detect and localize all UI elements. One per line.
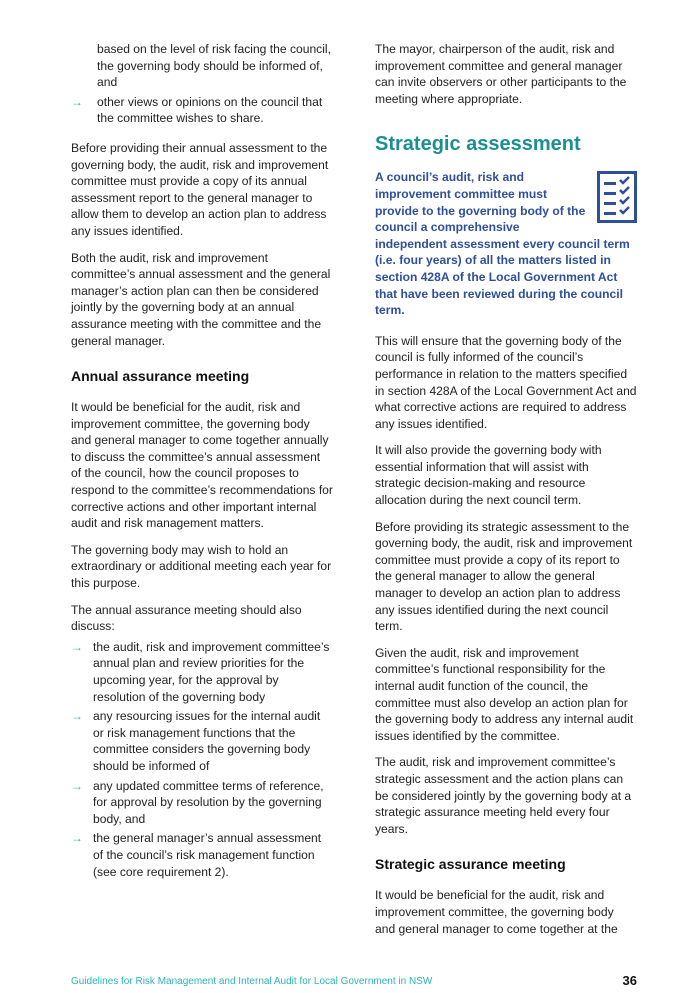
paragraph: Before providing their annual assessment to the governing body, the audit, risk and improvement committee must provide a copy of its annual assessment report to the general manager to allow them to develop an action plan to address any issues identified.	[71, 140, 329, 238]
page-footer	[71, 973, 637, 993]
paragraph: The mayor, chairperson of the audit, risk and improvement committee and general manager can invite observers or other participants to the meeting where appropriate.	[375, 42, 627, 106]
bullet-text: the general manager’s annual assessment of the council’s risk management function (see core requirement 2).	[93, 831, 322, 879]
intro-bullet-list	[71, 41, 333, 127]
page-number: 36	[622, 973, 637, 988]
paragraph: Given the audit, risk and improvement committee’s functional responsibility for the internal audit function of the council, the committee must also develop an action plan for the governing body to address any internal audit issues identified by the committee.	[375, 645, 634, 743]
footer-title: Guidelines for Risk Management and Internal Audit for Local Government in NSW	[71, 976, 433, 987]
arrow-right-icon: →	[71, 709, 83, 724]
arrow-right-icon: →	[71, 639, 83, 654]
discuss-bullet-list	[71, 639, 333, 880]
list-item	[71, 639, 333, 705]
list-item	[71, 830, 333, 880]
arrow-right-icon: →	[71, 831, 83, 846]
paragraph: The audit, risk and improvement committee’s strategic assessment and the action plans can be considered jointly by the governing body at a strategic assurance meeting held every four years.	[375, 755, 632, 836]
list-item	[71, 778, 333, 828]
paragraph: Both the audit, risk and improvement committee’s annual assessment and the general manager’s action plan can then be considered jointly by the governing body at an annual assurance meeting with the committee and the general manager.	[71, 250, 331, 348]
paragraph: The governing body may wish to hold an extraordinary or additional meeting each year for this purpose.	[71, 542, 332, 591]
bullet-text: any updated committee terms of reference, for approval by resolution by the governing body, and	[93, 778, 324, 826]
heading-strategic-assessment: Strategic assessment	[375, 133, 581, 156]
arrow-right-icon: →	[71, 94, 83, 109]
paragraph: This will ensure that the governing body of the council is fully informed of the council’s performance in relation to the matters specified in section 428A of the Local Government Act and what corrective actions are required to address any issues identified.	[375, 333, 637, 431]
heading-strategic-assurance-meeting: Strategic assurance meeting	[375, 856, 566, 873]
paragraph: It would be beneficial for the audit, risk and improvement committee, the governing body and general manager to come together annually to discuss the committee’s annual assessment of the council, how the council proposes to respond to the committee’s recommendations for corrective actions and other important internal audit and risk management matters.	[71, 400, 333, 531]
lead-block	[375, 169, 637, 318]
left-column	[71, 41, 333, 883]
right-column	[375, 41, 637, 947]
bullet-text: based on the level of risk facing the council, the governing body should be informed of, and	[97, 42, 331, 90]
list-item	[71, 94, 333, 127]
paragraph: Before providing its strategic assessment to the governing body, the audit, risk and improvement committee must provide a copy of its report to the general manager to allow the general manager to develop an action plan to address any issues identified during the next council term.	[375, 519, 633, 634]
bullet-text: any resourcing issues for the internal audit or risk management functions that the committee considers the governing body should be informed of	[93, 709, 321, 773]
bullet-text: other views or opinions on the council that the committee wishes to share.	[97, 94, 323, 126]
list-item	[71, 708, 333, 774]
list-item	[71, 41, 333, 91]
checklist-icon	[597, 171, 637, 223]
heading-annual-assurance-meeting: Annual assurance meeting	[71, 368, 250, 385]
lead-text: A council’s audit, risk and improvement committee must provide to the governing body of the council a comprehensive independent assessment every council term (i.e. four years) of all the matters listed in section 428A of the Local Government Act that have been reviewed during the council term.	[375, 170, 630, 318]
paragraph: The annual assurance meeting should also discuss:	[71, 602, 302, 634]
paragraph: It will also provide the governing body with essential information that will assist with strategic decision-making and resource allocation during the next council term.	[375, 443, 602, 508]
bullet-text: the audit, risk and improvement committee’s annual plan and review priorities for the upcoming year, for the approval by resolution of the governing body	[93, 639, 330, 704]
arrow-right-icon: →	[71, 778, 83, 793]
paragraph: It would be beneficial for the audit, risk and improvement committee, the governing body and general manager to come together at the	[375, 888, 618, 936]
